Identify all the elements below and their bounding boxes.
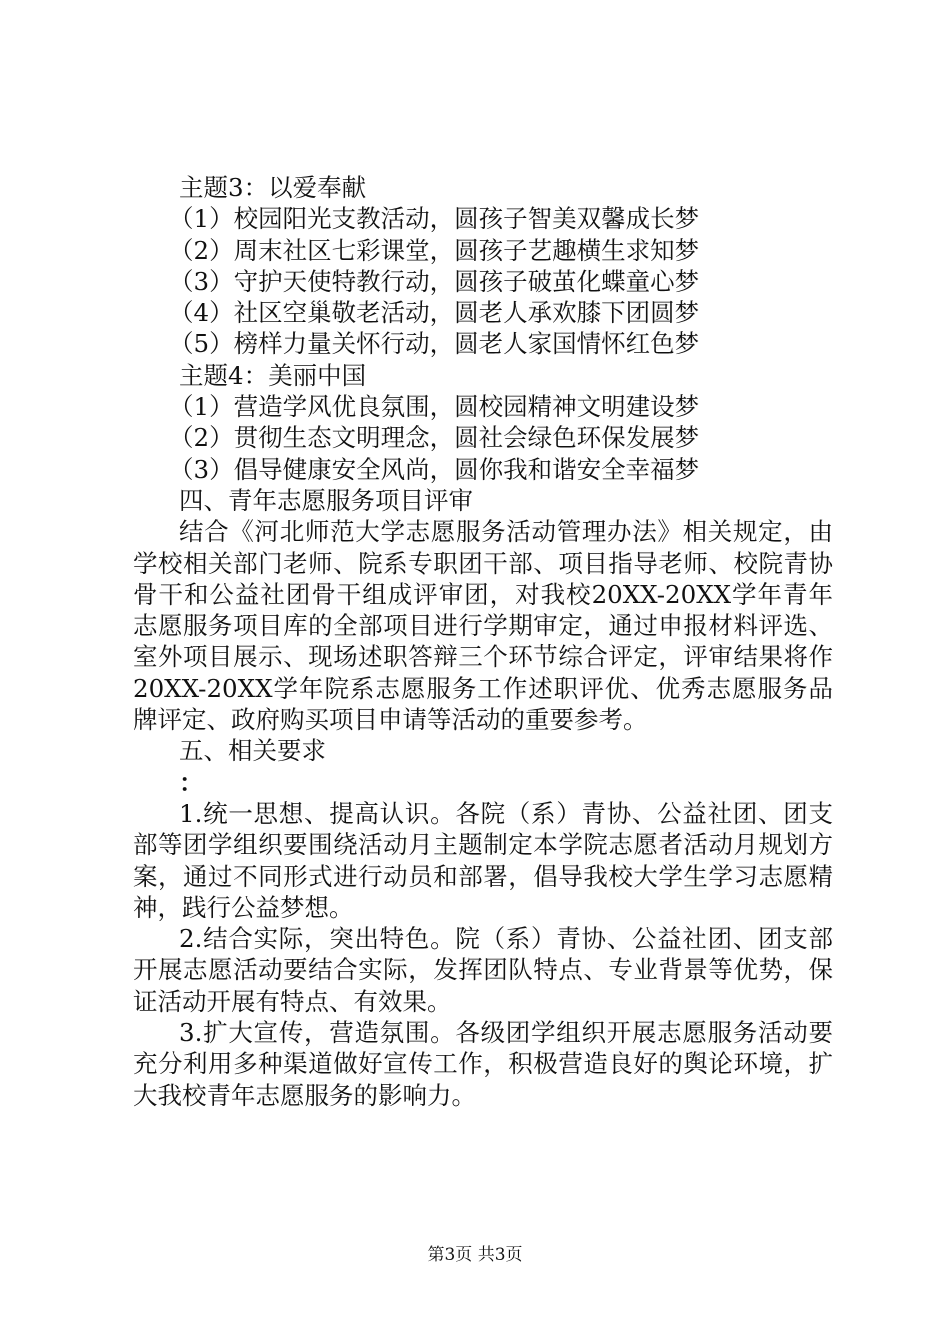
theme3-item-1: （1）校园阳光支教活动，圆孩子智美双馨成长梦: [169, 204, 700, 234]
theme3-title: 主题3：以爱奉献: [179, 173, 367, 202]
page-number-label: 第3页 共3页: [427, 1245, 523, 1265]
page-footer: [0, 1244, 950, 1266]
section4-heading: 四、青年志愿服务项目评审: [179, 485, 473, 515]
theme4-item-3: （3）倡导健康安全风尚，圆你我和谐安全幸福梦: [169, 454, 700, 484]
document-body: [133, 172, 833, 1111]
section5-heading: 五、相关要求: [179, 736, 326, 766]
section5-colon: ：: [179, 767, 204, 797]
theme3-item-4: （4）社区空巢敬老活动，圆老人承欢膝下团圆梦: [169, 298, 700, 328]
requirement-paragraph-2: 2.结合实际，突出特色。院（系）青协、公益社团、团支部开展志愿活动要结合实际，发挥团队特点、专业背景等优势，保证活动开展有特点、有效果。: [133, 924, 833, 1016]
theme4-item-1: （1）营造学风优良氛围，圆校园精神文明建设梦: [169, 392, 700, 422]
requirement-paragraph-3: 3.扩大宣传，营造氛围。各级团学组织开展志愿服务活动要充分利用多种渠道做好宣传工作，积极营造良好的舆论环境，扩大我校青年志愿服务的影响力。: [133, 1018, 833, 1110]
theme3-item-5: （5）榜样力量关怀行动，圆老人家国情怀红色梦: [169, 329, 700, 359]
theme4-title: 主题4：美丽中国: [179, 360, 367, 390]
theme3-item-3: （3）守护天使特教行动，圆孩子破茧化蝶童心梦: [169, 266, 700, 296]
theme4-item-2: （2）贯彻生态文明理念，圆社会绿色环保发展梦: [169, 423, 700, 453]
theme3-item-2: （2）周末社区七彩课堂，圆孩子艺趣横生求知梦: [169, 235, 700, 265]
requirement-paragraph-1: 1.统一思想、提高认识。各院（系）青协、公益社团、团支部等团学组织要围绕活动月主题制定本学院志愿者活动月规划方案，通过不同形式进行动员和部署，倡导我校大学生学习志愿精神，践行公益梦想。: [133, 798, 833, 922]
section4-paragraph: 结合《河北师范大学志愿服务活动管理办法》相关规定，由学校相关部门老师、院系专职团干部、项目指导老师、校院青协骨干和公益社团骨干组成评审团，对我校20XX-20XX学年青年志愿服务项目库的全部项目进行学期审定，通过申报材料评选、室外项目展示、现场述职答辩三个环节综合评定，评审结果将作20XX-20XX学年院系志愿服务工作述职评优、优秀志愿服务品牌评定、政府购买项目申请等活动的重要参考。: [133, 517, 833, 735]
